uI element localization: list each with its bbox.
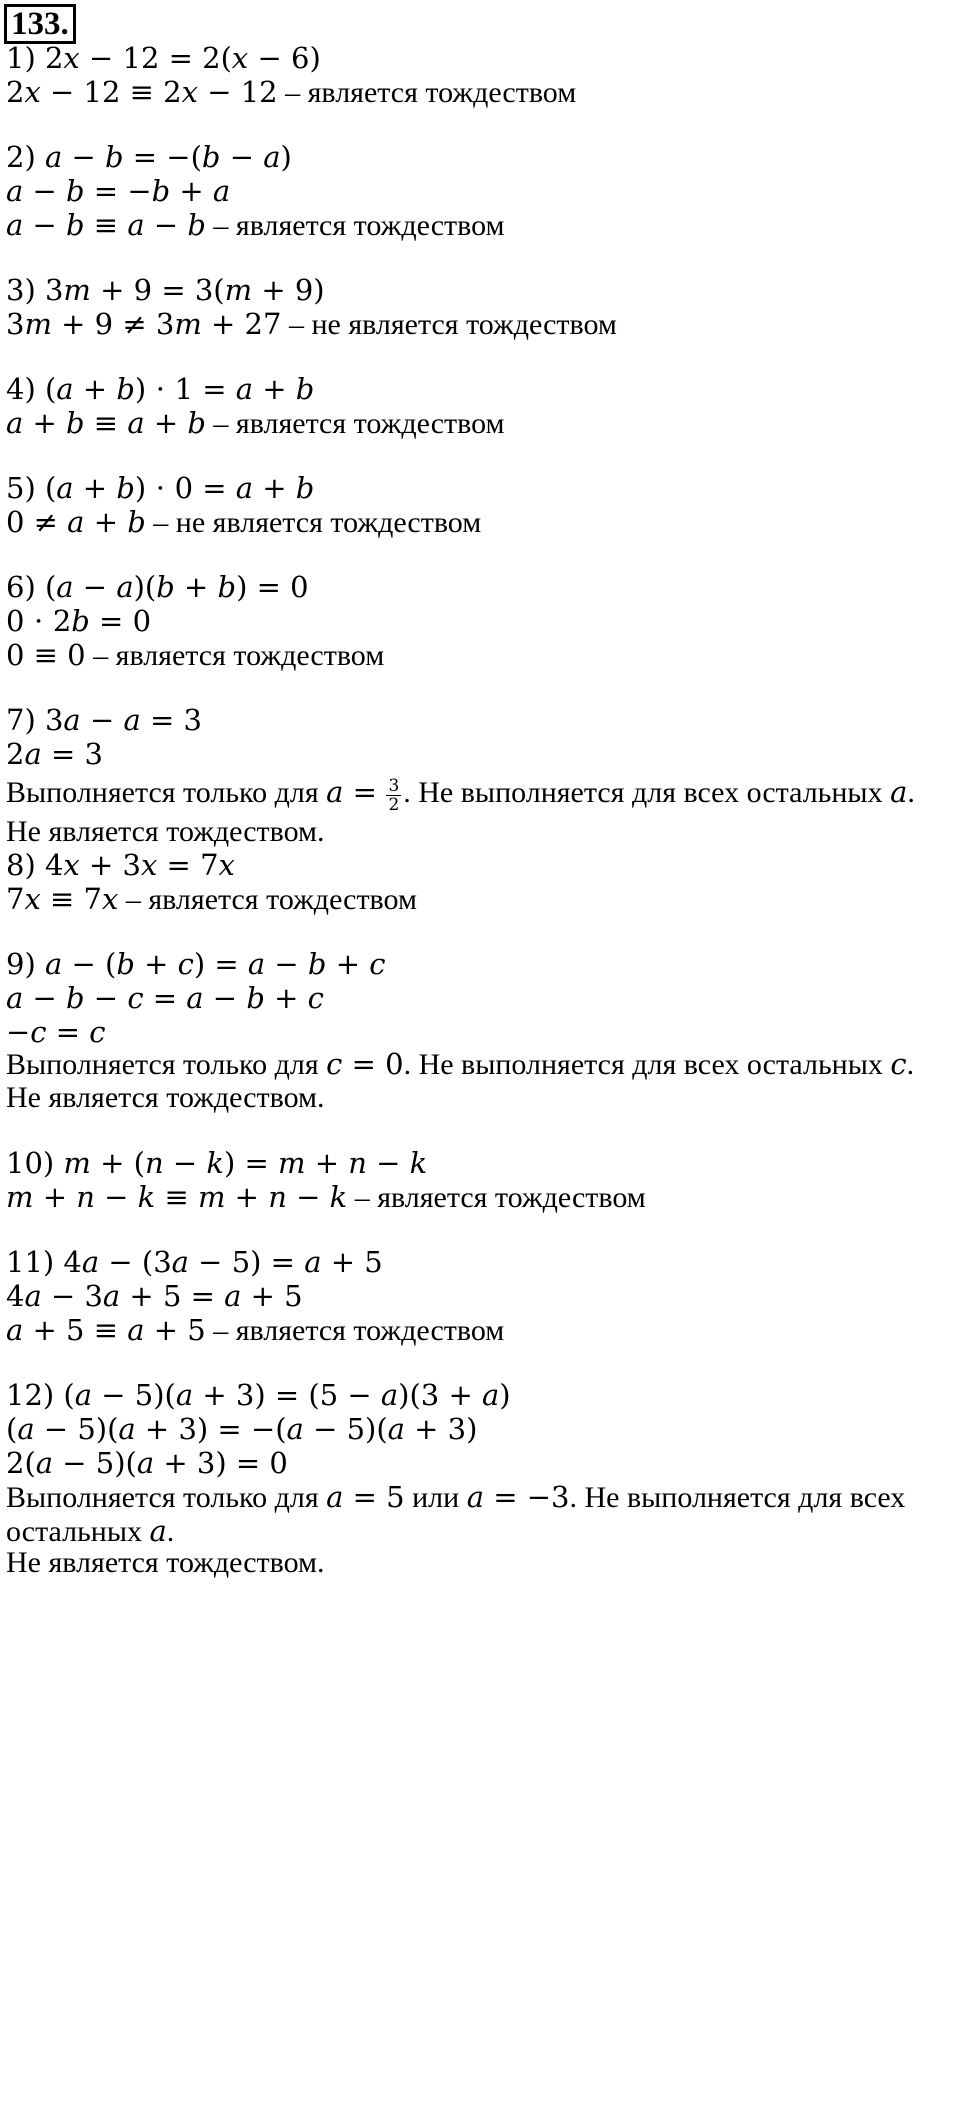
item-6-result-math: 0 ≡ 0 bbox=[6, 638, 86, 672]
item-9-step-2: −𝑐 = 𝑐 bbox=[6, 1015, 106, 1049]
item-9-equation: 9) 𝑎 − (𝑏 + 𝑐) = 𝑎 − 𝑏 + 𝑐 bbox=[6, 947, 386, 981]
item-7-condition-var: 𝑎 bbox=[890, 775, 908, 809]
item-12-condition-math-1: 𝑎 = 5 bbox=[326, 1480, 405, 1514]
item-10-result bbox=[6, 1177, 646, 1218]
item-7-equation: 7) 3𝑎 − 𝑎 = 3 bbox=[6, 703, 202, 737]
item-1-equation: 1) 2𝑥 − 12 = 2(𝑥 − 6) bbox=[6, 41, 321, 75]
item-12-step-2: 2(𝑎 − 5)(𝑎 + 3) = 0 bbox=[6, 1446, 288, 1480]
item-5-result-math: 0 ≠ 𝑎 + 𝑏 bbox=[6, 505, 146, 539]
item-9-condition-var: 𝑐 bbox=[890, 1047, 907, 1081]
item-9-conclusion: Не является тождеством. bbox=[6, 1081, 325, 1114]
item-1-result bbox=[6, 72, 576, 113]
item-3-result-math: 3𝑚 + 9 ≠ 3𝑚 + 27 bbox=[6, 307, 282, 341]
item-8-result-math: 7𝑥 ≡ 7𝑥 bbox=[6, 882, 119, 916]
item-12-equation: 12) (𝑎 − 5)(𝑎 + 3) = (5 − 𝑎)(3 + 𝑎) bbox=[6, 1378, 511, 1412]
item-10-result-text: – является тождеством bbox=[347, 1181, 646, 1214]
item-4-equation: 4) (𝑎 + 𝑏) ⋅ 1 = 𝑎 + 𝑏 bbox=[6, 372, 315, 406]
item-2-result-math: 𝑎 − 𝑏 ≡ 𝑎 − 𝑏 bbox=[6, 208, 206, 242]
item-10-result-math: 𝑚 + 𝑛 − 𝑘 ≡ 𝑚 + 𝑛 − 𝑘 bbox=[6, 1180, 348, 1214]
item-12-condition-math-2: 𝑎 = −3 bbox=[466, 1480, 570, 1514]
item-5-equation: 5) (𝑎 + 𝑏) ⋅ 0 = 𝑎 + 𝑏 bbox=[6, 471, 315, 505]
item-9-condition-tail: . Не выполняется для всех остальных bbox=[403, 1048, 891, 1081]
item-11-result bbox=[6, 1310, 504, 1351]
item-2-step-1: 𝑎 − 𝑏 = −𝑏 + 𝑎 bbox=[6, 174, 231, 208]
item-7-step-1: 2𝑎 = 3 bbox=[6, 737, 103, 771]
item-12-conclusion: Не является тождеством. bbox=[6, 1546, 325, 1579]
item-11-result-math: 𝑎 + 5 ≡ 𝑎 + 5 bbox=[6, 1313, 206, 1347]
item-7-conclusion: Не является тождеством. bbox=[6, 815, 325, 848]
item-6-result-text: – является тождеством bbox=[85, 639, 385, 672]
item-8-result-text: – является тождеством bbox=[118, 883, 417, 916]
item-4-result-text: – является тождеством bbox=[205, 407, 505, 440]
item-11-result-text: – является тождеством bbox=[205, 1314, 505, 1347]
item-2-result-text: – является тождеством bbox=[205, 209, 505, 242]
item-9-condition-math: 𝑐 = 0 bbox=[326, 1047, 404, 1081]
item-12-condition-var: 𝑎 bbox=[149, 1514, 167, 1548]
item-5-result-text: – не является тождеством bbox=[145, 506, 482, 539]
item-3-result-text: – не является тождеством bbox=[281, 308, 617, 341]
item-8-result bbox=[6, 879, 417, 920]
item-1-result-math: 2𝑥 − 12 ≡ 2𝑥 − 12 bbox=[6, 75, 278, 109]
item-9-step-1: 𝑎 − 𝑏 − 𝑐 = 𝑎 − 𝑏 + 𝑐 bbox=[6, 981, 324, 1015]
item-7-fraction-numerator: 3 bbox=[388, 775, 400, 796]
item-2-result bbox=[6, 205, 505, 246]
item-12-condition-or: или bbox=[404, 1481, 467, 1514]
item-7-condition-text: Выполняется только для bbox=[6, 776, 327, 809]
item-12-step-1: (𝑎 − 5)(𝑎 + 3) = −(𝑎 − 5)(𝑎 + 3) bbox=[6, 1412, 478, 1446]
item-7-condition bbox=[6, 772, 915, 814]
item-7-fraction-denominator: 2 bbox=[388, 794, 400, 815]
item-12-condition-end: . bbox=[166, 1515, 175, 1548]
item-4-result-math: 𝑎 + 𝑏 ≡ 𝑎 + 𝑏 bbox=[6, 406, 206, 440]
item-6-result bbox=[6, 635, 384, 676]
item-9-condition-end: . bbox=[906, 1048, 915, 1081]
item-7-condition-math: 𝑎 = bbox=[326, 775, 377, 809]
item-12-condition-tail: . Не выполняется для всех bbox=[569, 1481, 906, 1514]
item-12-condition-line-2-text: остальных bbox=[6, 1515, 150, 1548]
item-6-equation: 6) (𝑎 − 𝑎)(𝑏 + 𝑏) = 0 bbox=[6, 570, 309, 604]
item-1-result-text: – является тождеством bbox=[277, 76, 577, 109]
item-3-result bbox=[6, 304, 617, 345]
item-12-condition-text: Выполняется только для bbox=[6, 1481, 327, 1514]
task-number-badge: 133. bbox=[4, 4, 76, 44]
item-7-condition-end: . bbox=[907, 776, 915, 809]
item-6-step-1: 0 ⋅ 2𝑏 = 0 bbox=[6, 604, 152, 638]
item-7-condition-tail: . Не выполняется для всех остальных bbox=[403, 776, 891, 809]
item-2-equation: 2) 𝑎 − 𝑏 = −(𝑏 − 𝑎) bbox=[6, 140, 292, 174]
item-11-step-1: 4𝑎 − 3𝑎 + 5 = 𝑎 + 5 bbox=[6, 1279, 303, 1313]
item-7-fraction bbox=[386, 777, 401, 814]
item-8-equation: 8) 4𝑥 + 3𝑥 = 7𝑥 bbox=[6, 848, 235, 882]
item-3-equation: 3) 3𝑚 + 9 = 3(𝑚 + 9) bbox=[6, 273, 325, 307]
item-11-equation: 11) 4𝑎 − (3𝑎 − 5) = 𝑎 + 5 bbox=[6, 1245, 383, 1279]
item-9-condition-text: Выполняется только для bbox=[6, 1048, 327, 1081]
item-5-result bbox=[6, 502, 481, 543]
item-10-equation: 10) 𝑚 + (𝑛 − 𝑘) = 𝑚 + 𝑛 − 𝑘 bbox=[6, 1146, 428, 1180]
item-4-result bbox=[6, 403, 505, 444]
